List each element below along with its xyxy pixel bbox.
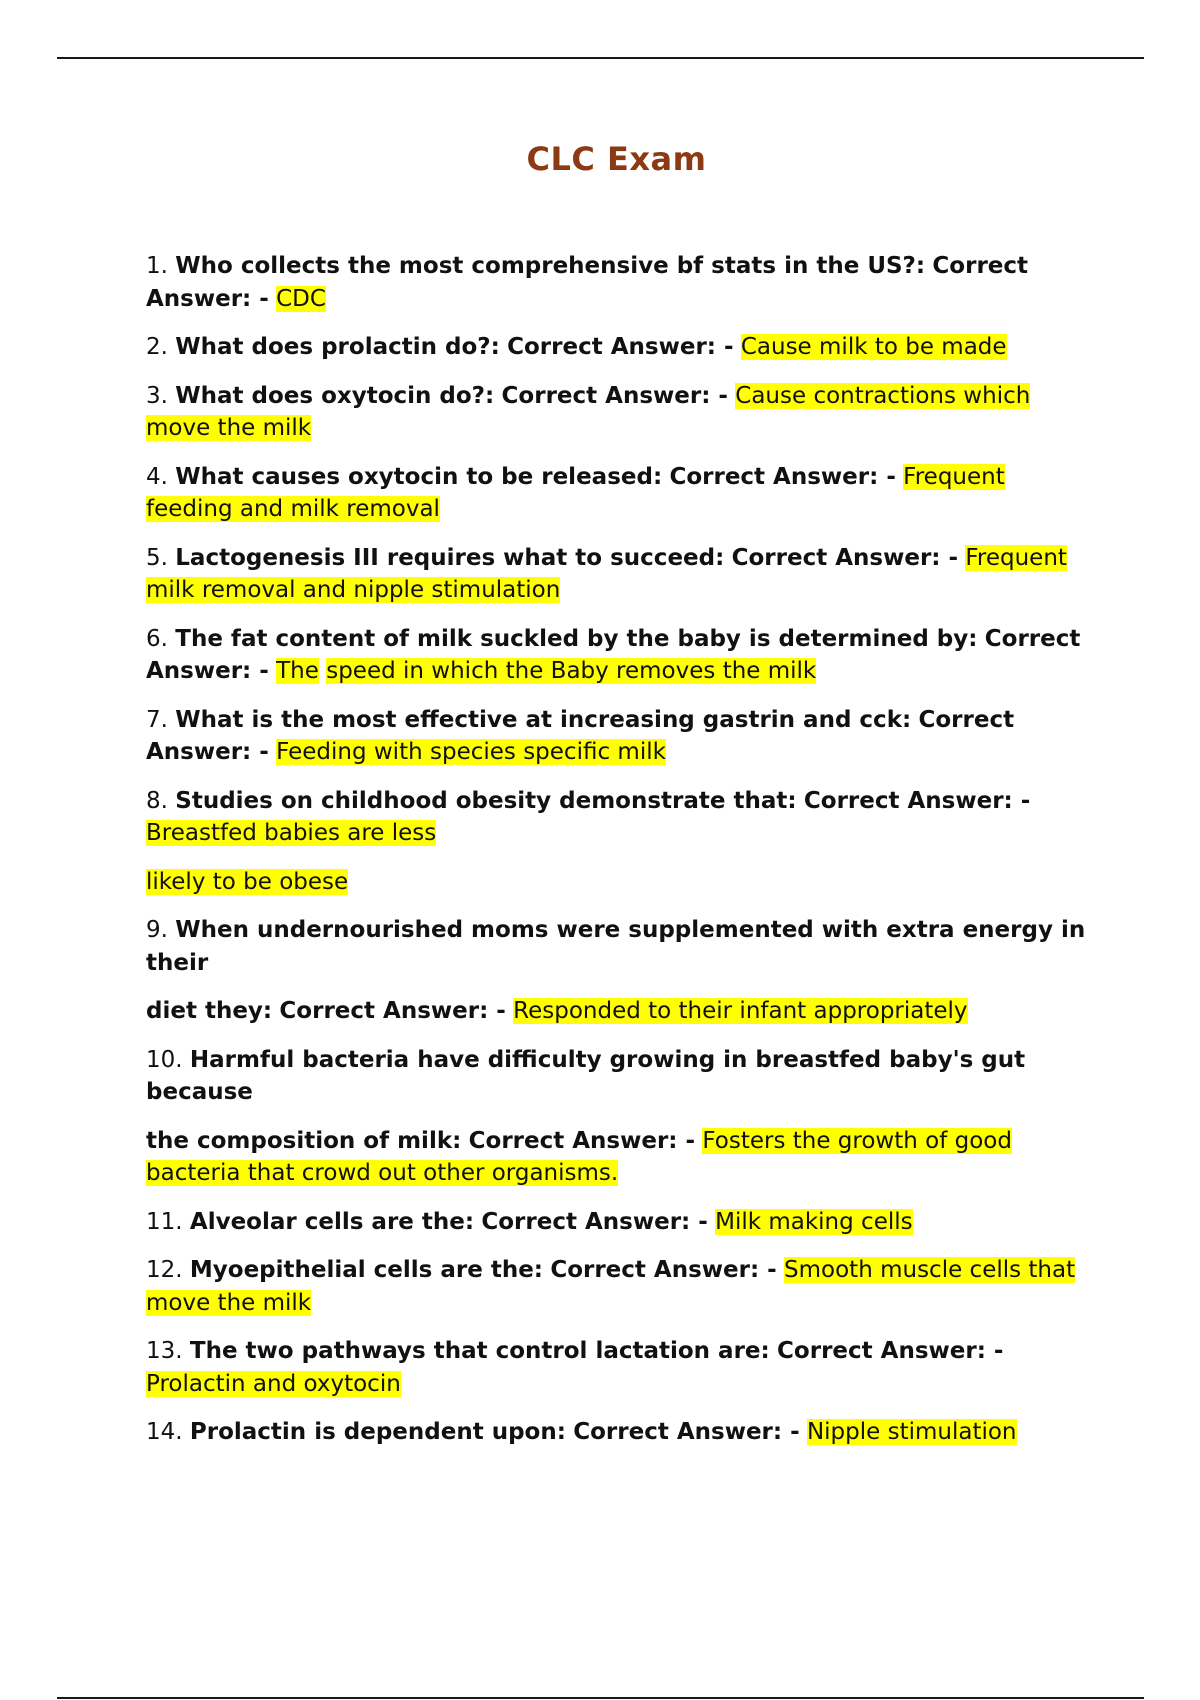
- question-text: Harmful bacteria have difficulty growing in breastfed baby's gut because: [146, 1046, 1026, 1105]
- list-item: [146, 542, 1086, 607]
- bottom-rule: [57, 1697, 1144, 1699]
- answer-prefix: Correct Answer: -: [507, 334, 734, 360]
- question-text: The two pathways that control lactation are:: [189, 1338, 770, 1364]
- answer-prefix: Correct Answer: -: [146, 706, 1015, 765]
- continuation-line: [146, 1125, 1086, 1190]
- answer-prefix: Correct Answer: -: [669, 463, 896, 490]
- item-number: 9.: [146, 917, 168, 943]
- question-text: What does oxytocin do?:: [175, 382, 495, 409]
- question-text: Myoepithelial cells are the:: [189, 1257, 543, 1283]
- question-text: Alveolar cells are the:: [189, 1208, 475, 1235]
- question-text: What is the most effective at increasing gastrin and cck:: [175, 706, 912, 733]
- answer-prefix: Correct Answer: -: [803, 787, 1031, 814]
- answer-text: Milk making cells: [715, 1208, 913, 1235]
- answer-prefix: Correct Answer: -: [777, 1338, 1004, 1364]
- answer-prefix: Correct Answer: -: [146, 253, 1029, 312]
- question-text-continued: the composition of milk:: [146, 1127, 462, 1154]
- item-number: 11.: [146, 1208, 183, 1235]
- answer-prefix: Correct Answer: -: [501, 382, 728, 409]
- page-title: CLC Exam: [526, 140, 707, 178]
- answer-prefix: Correct Answer: -: [550, 1257, 777, 1283]
- list-item: [146, 331, 1086, 364]
- list-item: [146, 1044, 1086, 1190]
- list-item: [146, 380, 1086, 445]
- answer-text: Feeding with species specific milk: [276, 739, 666, 765]
- question-text: What does prolactin do?:: [175, 334, 500, 360]
- answer-prefix: Correct Answer: -: [573, 1419, 800, 1445]
- item-number: 6.: [146, 625, 168, 652]
- question-text: Studies on childhood obesity demonstrate that:: [175, 787, 797, 814]
- answer-prefix: Correct Answer: -: [481, 1208, 708, 1235]
- item-number: 5.: [146, 544, 168, 571]
- question-text: Who collects the most comprehensive bf stats in the US?:: [175, 253, 926, 279]
- list-item: [146, 1335, 1086, 1400]
- answer-prefix: Correct Answer: -: [731, 544, 959, 571]
- answer-text: speed in which the Baby removes the milk: [326, 658, 817, 684]
- item-number: 8.: [146, 787, 168, 814]
- answer-prefix: Correct Answer: -: [468, 1127, 696, 1154]
- answer-text: Breastfed babies are less: [146, 820, 437, 846]
- list-item: [146, 1416, 1086, 1449]
- list-item: [146, 704, 1086, 769]
- item-number: 13.: [146, 1338, 183, 1364]
- question-text: When undernourished moms were supplemented with extra energy in their: [146, 917, 1086, 976]
- item-number: 14.: [146, 1419, 183, 1445]
- answer-text: Responded to their infant appropriately: [513, 998, 968, 1024]
- question-text: Lactogenesis III requires what to succeed:: [175, 544, 725, 571]
- question-text-continued: diet they:: [146, 998, 273, 1024]
- item-number: 7.: [146, 706, 168, 733]
- answer-text-continued: likely to be obese: [146, 868, 349, 895]
- question-list: [146, 250, 1086, 1465]
- answer-text: Frequent milk removal and nipple stimulation: [146, 544, 1067, 603]
- question-text: The fat content of milk suckled by the baby is determined by:: [175, 625, 978, 652]
- item-number: 12.: [146, 1257, 183, 1283]
- list-item: [146, 623, 1086, 688]
- continuation-line: [146, 866, 1086, 899]
- list-item: [146, 785, 1086, 899]
- answer-text: CDC: [276, 285, 326, 312]
- answer-text: Cause contractions which move the milk: [146, 382, 1031, 441]
- answer-prefix: Correct Answer: -: [279, 998, 506, 1024]
- answer-prefix: Correct Answer: -: [146, 625, 1081, 684]
- list-item: [146, 1254, 1086, 1319]
- answer-text: Frequent feeding and milk removal: [146, 463, 1005, 522]
- answer-text: The: [276, 658, 319, 684]
- question-text: Prolactin is dependent upon:: [189, 1419, 566, 1445]
- item-number: 1.: [146, 253, 168, 279]
- list-item: [146, 1206, 1086, 1239]
- list-item: [146, 250, 1086, 315]
- item-number: 2.: [146, 334, 168, 360]
- continuation-line: [146, 995, 1086, 1028]
- top-rule: [57, 57, 1144, 59]
- question-text: What causes oxytocin to be released:: [175, 463, 663, 490]
- item-number: 4.: [146, 463, 168, 490]
- item-number: 10.: [146, 1046, 183, 1073]
- answer-text: Smooth muscle cells that move the milk: [146, 1257, 1076, 1316]
- item-number: 3.: [146, 382, 168, 409]
- answer-text: Prolactin and oxytocin: [146, 1370, 401, 1397]
- list-item: [146, 461, 1086, 526]
- answer-text: Nipple stimulation: [806, 1419, 1017, 1445]
- list-item: [146, 914, 1086, 1028]
- answer-text: Cause milk to be made: [740, 334, 1007, 360]
- answer-text: Fosters the growth of good bacteria that crowd out other organisms.: [146, 1127, 1012, 1186]
